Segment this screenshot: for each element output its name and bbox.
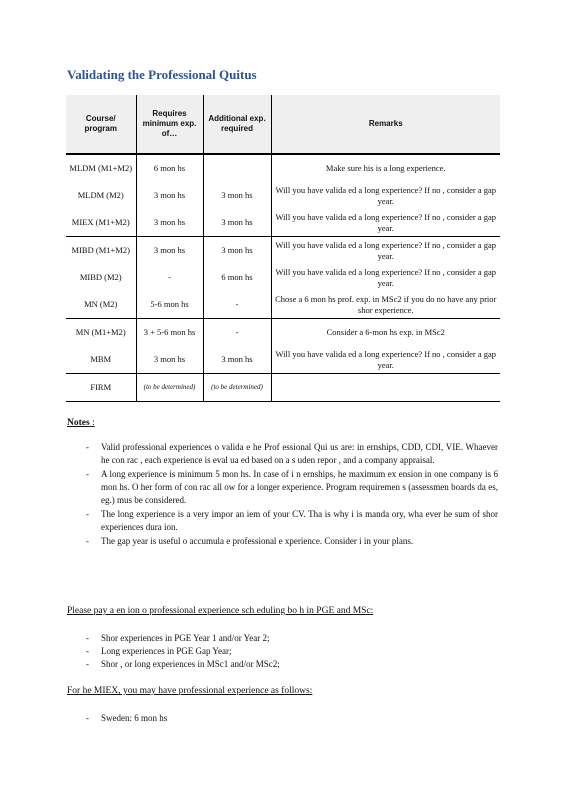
- list-item: - A long experience is minimum 5 mon hs. In case of i n ernships, he maximum ex ension in one company is 6 mon hs. O her form of con rac all ow for a longer experience. Program requiremen s (assessmen boards da es, eg.) mus be considered.: [86, 468, 498, 507]
- list-item: - Shor experiences in PGE Year 1 and/or Year 2;: [86, 632, 498, 645]
- cell-remark: Make sure his is a long experience.: [271, 154, 500, 182]
- table-row: [66, 264, 500, 291]
- cell-course: MLDM (M1+M2): [69, 163, 133, 174]
- list-item: - The long experience is a very impor an iem of your CV. Tha is why i is manda ory, wha ever he sum of shor experiences dura ion.: [86, 508, 498, 534]
- header-remarks: Remarks: [271, 95, 500, 154]
- pge-list: [86, 632, 498, 671]
- cell-course: MN (M2): [66, 291, 136, 319]
- page-title: Validating the Professional Quitus: [67, 67, 257, 82]
- cell-add: 3 mon hs: [203, 346, 271, 374]
- list-item: - The gap year is useful o accumula e professional e xperience. Consider i in your plans.: [86, 535, 498, 548]
- table-row: [66, 319, 500, 347]
- table-row: [66, 182, 500, 209]
- table-row: [66, 237, 500, 265]
- cell-add: 3 mon hs: [203, 237, 271, 265]
- header-additional-exp: Additional exp. required: [203, 95, 271, 154]
- cell-course: MIBD (M1+M2): [71, 245, 130, 256]
- cell-remark: Will you have valida ed a long experience? If no , consider a gap year.: [271, 209, 500, 237]
- cell-course: MIEX (M1+M2): [66, 209, 136, 237]
- cell-course: MLDM (M2): [77, 190, 124, 201]
- notes-heading-colon: :: [89, 418, 95, 428]
- table-row: [66, 374, 500, 402]
- cell-add: (to be determined): [203, 374, 271, 402]
- header-course: Course/ program: [66, 95, 136, 154]
- cell-min: -: [136, 264, 203, 291]
- cell-add: 3 mon hs: [203, 209, 271, 237]
- cell-remark: Consider a 6-mon hs exp. in MSc2: [271, 319, 500, 347]
- cell-add: -: [203, 319, 271, 347]
- cell-course: MBM: [66, 346, 136, 374]
- list-item: - Valid professional experiences o valida e he Prof essional Qui us are: in ernships, CDD, CDI, VIE. Whaever he con rac , each experience is eval ua ed based on a s uden repor , and a company appraisal.: [86, 441, 498, 467]
- notes-list: [86, 441, 498, 549]
- cell-add: [203, 154, 271, 182]
- notes-heading: [67, 418, 95, 428]
- cell-add: -: [203, 291, 271, 319]
- pge-heading: Please pay a en ion o professional experience sch eduling bo h in PGE and MSc:: [67, 606, 374, 616]
- cell-remark: Will you have valida ed a long experience? If no , consider a gap year.: [271, 237, 500, 265]
- list-item: - Sweden: 6 mon hs: [86, 712, 498, 725]
- quitus-table: [66, 95, 500, 402]
- cell-course: MN (M1+M2): [75, 327, 126, 338]
- cell-remark: Will you have valida ed a long experience? If no , consider a gap year.: [271, 264, 500, 291]
- cell-min: 3 mon hs: [136, 237, 203, 265]
- table-header-row: [66, 95, 500, 154]
- cell-min: 3 mon hs: [136, 346, 203, 374]
- header-min-exp: Requires minimum exp. of…: [136, 95, 203, 154]
- miex-heading: For he MIEX, you may have professional experience as follows:: [67, 686, 313, 696]
- list-item: - Shor , or long experiences in MSc1 and/or MSc2;: [86, 658, 498, 671]
- table-row: [66, 291, 500, 319]
- cell-add: 6 mon hs: [203, 264, 271, 291]
- list-item: - Long experiences in PGE Gap Year;: [86, 645, 498, 658]
- cell-min: 3 mon hs: [136, 182, 203, 209]
- table-row: [66, 209, 500, 237]
- cell-remark: Will you have valida ed a long experience? If no , consider a gap year.: [271, 182, 500, 209]
- cell-course: FIRM: [66, 374, 136, 402]
- cell-add: 3 mon hs: [203, 182, 271, 209]
- cell-min: 6 mon hs: [136, 154, 203, 182]
- cell-min: 5-6 mon hs: [136, 291, 203, 319]
- cell-remark: Will you have valida ed a long experience? If no , consider a gap year.: [271, 346, 500, 374]
- cell-min: 3 mon hs: [136, 209, 203, 237]
- table-row: [66, 346, 500, 374]
- notes-heading-text: Notes: [67, 418, 90, 428]
- cell-course: MIBD (M2): [79, 272, 122, 283]
- cell-remark: [271, 374, 500, 402]
- table-row: [66, 154, 500, 182]
- miex-list: [86, 712, 498, 725]
- cell-min: (to be determined): [136, 374, 203, 402]
- cell-remark: Chose a 6 mon hs prof. exp. in MSc2 if you do no have any prior shor experience.: [271, 291, 500, 319]
- cell-min: 3 + 5-6 mon hs: [136, 319, 203, 347]
